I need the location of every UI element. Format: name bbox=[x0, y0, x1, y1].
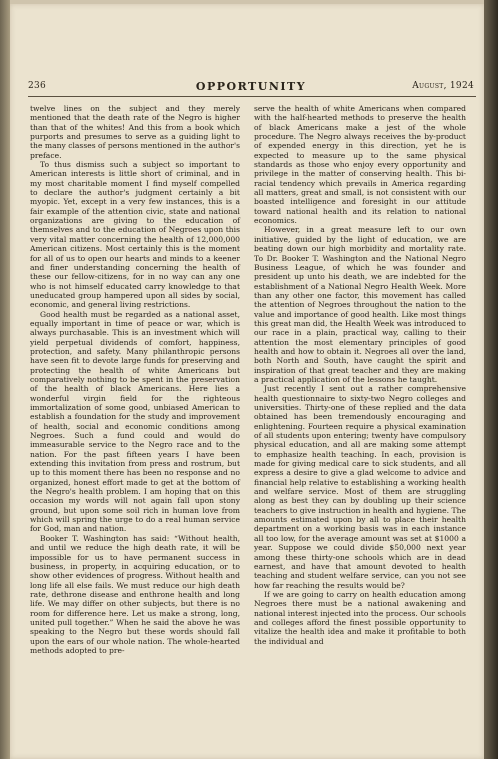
page-edge bbox=[484, 0, 498, 759]
paragraph: If we are going to carry on health education among Negroes there must be a national awakening and national interest injected into the process. Our schools and colleges afford the finest possible opportunity to vitalize the health idea and make it profitable to both the individual and bbox=[254, 589, 466, 646]
issue-date: August, 1924 bbox=[412, 81, 474, 91]
paragraph: To thus dismiss such a subject so important to American interests is little short of criminal, and in my most charitable moment I find myself compelled to declare the author's judgment certainly a bit myopic. Yet, except in a very few instances, this is a fair example of the attention civic, state and national organizations are giving to the education of themselves and to the education of Negroes upon this very vital matter concerning the health of 12,000,000 American citizens. Most certainly this is the moment for all of us to open our hearts and minds to a keener and finer understanding concerning the health of these our fellow-citizens, for in no way can any one who is not himself educated carry knowledge to that uneducated group hampered upon all sides by social, economic, and general living restrictions. bbox=[30, 160, 240, 310]
paragraph: twelve lines on the subject and they merely mentioned that the death rate of the Negro is higher than that of the whites! And this from a book which purports and presumes to serve as a guiding light to the many classes of persons mentioned in the author's preface. bbox=[30, 104, 240, 160]
page-number: 236 bbox=[28, 81, 47, 91]
paragraph: Booker T. Washington has said: “Without health, and until we reduce the high death rate, it will be impossible for us to have permanent success in business, in property, in acquiring education, or to show other evidences of progress. Without health and long life all else fails. We must reduce our high death rate, dethrone disease and enthrone health and long life. We may differ on other subjects, but there is no room for difference here. Let us make a strong, long, united pull together.” When he said the above he was speaking to the Negro but these words should fall upon the ears of our whole nation. The whole-hearted methods adopted to pre- bbox=[30, 533, 240, 655]
left-column bbox=[30, 104, 240, 655]
paragraph: However, in a great measure left to our own initiative, guided by the light of education, we are beating down our high morbidity and mortality rate. To Dr. Booker T. Washington and the National Negro Business League, of which he was founder and president up unto his death, we are indebted for the establishment of a National Negro Health Week. More than any other one factor, this movement has called the attention of Negroes throughout the nation to the value and importance of good health. Like most things this great man did, the Health Week was introduced to our race in a plain, practical way, calling to their attention the most elementary principles of good health and how to obtain it. Negroes all over the land, both North and South, have caught the spirit and inspiration of that great teacher and they are making a practical application of the lessons he taught. bbox=[254, 225, 466, 384]
running-header bbox=[28, 80, 474, 94]
right-column bbox=[254, 104, 466, 646]
paragraph: Just recently I sent out a rather comprehensive health questionnaire to sixty-two Negro colleges and universities. Thirty-one of these replied and the data obtained has been tremendously encouraging and enlightening. Fourteen require a physical examination of all students upon entering; twenty have compulsory physical education, and all are making some attempt to emphasize health teaching. In each, provision is made for giving medical care to sick students, and all express a desire to give a glad welcome to advice and financial help relative to establishing a working health and welfare service. Most of them are struggling along as best they can by doubling up their science teachers to give instruction in health and hygiene. The amounts estimated upon by all to place their health department on a working basis was in each instance all too low, for the average amount was set at $1000 a year. Suppose we could divide $50,000 next year among these thirty-one schools which are in dead earnest, and have that amount devoted to health teaching and student welfare service, can you not see how far reaching the results would be? bbox=[254, 384, 466, 590]
paragraph: Good health must be regarded as a national asset, equally important in time of peace or war, which is always purchasable. This is an investment which will yield perpetual dividends of comfort, happiness, protection, and safety. Many philanthropic persons have seen fit to devote large funds for preserving and protecting the health of white Americans but comparatively nothing to be spent in the preservation of the health of black Americans. Here lies a wonderful virgin field for the righteous immortalization of some good, unbiased American to establish a foundation for the study and improvement of health, social and economic conditions among Negroes. Such a fund could and would do immeasurable service to the Negro race and to the nation. For the past fifteen years I have been extending this invitation from press and rostrum, but up to this moment there has been no response and no organized, honest effort made to get at the bottom of the Negro's health problem. I am hoping that on this occasion my words will not again fall upon stony ground, but upon some soil rich in human love from which will spring the urge to do a real human service for God, man and nation. bbox=[30, 309, 240, 534]
journal-title: OPPORTUNITY bbox=[195, 80, 307, 93]
book-spine bbox=[0, 0, 10, 759]
paragraph: serve the health of white Americans when compared with the half-hearted methods to preserve the health of black Americans make a jest of the whole procedure. The Negro always receives the by-product of expended energy in this direction, yet he is expected to measure up to the same physical standards as those who enjoy every opportunity and privilege in the matter of conserving health. This bi-racial tendency which prevails in America regarding all matters, great and small, is not consistent with our boasted intelligence and foresight in our attitude toward national health and its relation to national economics. bbox=[254, 104, 466, 226]
header-rule bbox=[28, 96, 476, 97]
